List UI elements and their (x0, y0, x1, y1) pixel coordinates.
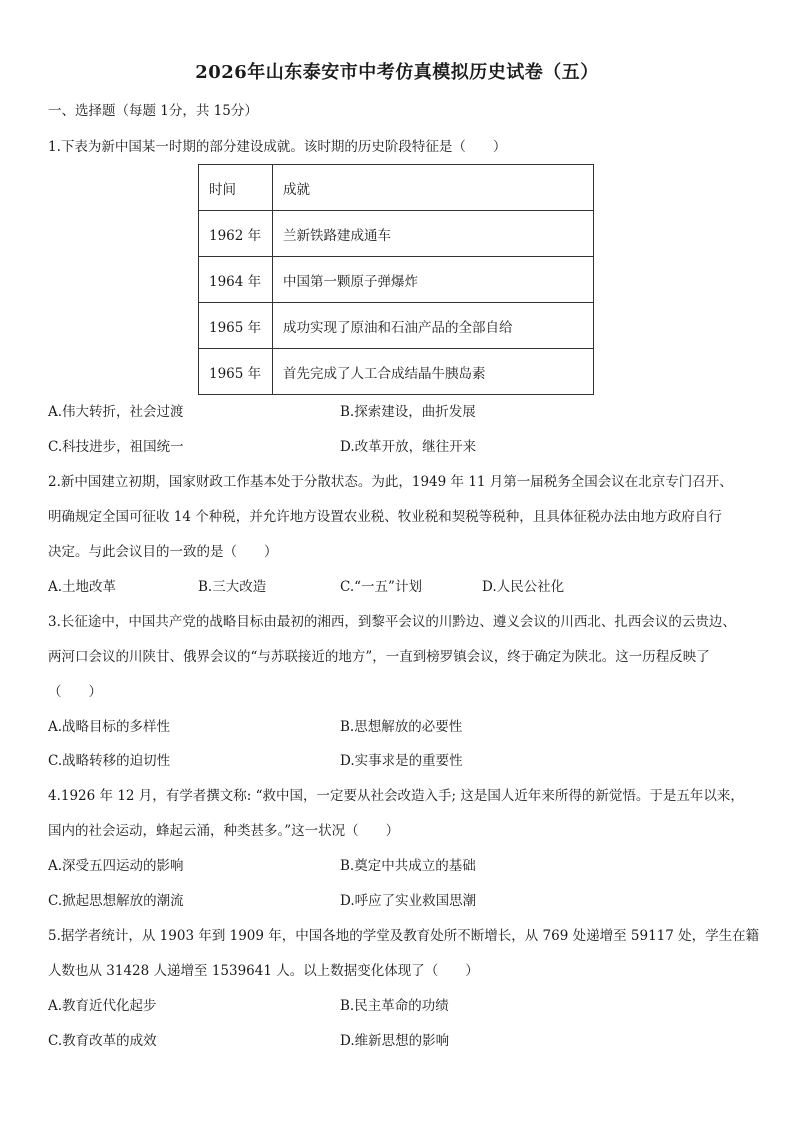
question-3-line-1: 3.长征途中，中国共产党的战略目标由最初的湘西，到黎平会议的川黔边、遵义会议的川西北、扎西会议的云贵边、 (48, 614, 736, 630)
table-cell-year: 1965 年 (199, 349, 273, 395)
question-1-stem: 1.下表为新中国某一时期的部分建设成就。该时期的历史阶段特征是（ ） (48, 139, 507, 155)
q4-option-a[interactable]: A.深受五四运动的影响 (48, 858, 184, 874)
table-cell-year: 1965 年 (199, 303, 273, 349)
table-header-cell: 时间 (199, 165, 273, 211)
question-3-line-3: （ ） (48, 684, 102, 700)
q3-option-c[interactable]: C.战略转移的迫切性 (48, 753, 171, 769)
achievements-table (198, 164, 594, 395)
q4-option-d[interactable]: D.呼应了实业救国思潮 (340, 893, 477, 909)
question-5-line-1: 5.据学者统计，从 1903 年到 1909 年，中国各地的学堂及教育处所不断增长，从 769 处递增至 59117 处，学生在籍 (48, 928, 760, 944)
q2-option-d[interactable]: D.人民公社化 (482, 579, 565, 595)
q4-option-b[interactable]: B.奠定中共成立的基础 (340, 858, 476, 874)
table-cell-achievement: 首先完成了人工合成结晶牛胰岛素 (273, 349, 594, 395)
table-cell-year: 1964 年 (199, 257, 273, 303)
q2-option-c[interactable]: C.“一五”计划 (340, 579, 422, 595)
q5-option-d[interactable]: D.维新思想的影响 (340, 1033, 450, 1049)
table-row (199, 257, 594, 303)
table-cell-achievement: 兰新铁路建成通车 (273, 211, 594, 257)
q3-option-b[interactable]: B.思想解放的必要性 (340, 719, 463, 735)
q5-option-c[interactable]: C.教育改革的成效 (48, 1033, 157, 1049)
table-header-cell: 成就 (273, 165, 594, 211)
q1-option-d[interactable]: D.改革开放，继往开来 (340, 439, 477, 455)
q5-option-b[interactable]: B.民主革命的功绩 (340, 998, 449, 1014)
q1-option-c[interactable]: C.科技进步，祖国统一 (48, 439, 184, 455)
table-row (199, 303, 594, 349)
q1-option-b[interactable]: B.探索建设，曲折发展 (340, 404, 476, 420)
question-5-line-2: 人数也从 31428 人递增至 1539641 人。以上数据变化体现了（ ） (48, 963, 479, 979)
q2-option-b[interactable]: B.三大改造 (198, 579, 267, 595)
page-title: 2026年山东泰安市中考仿真模拟历史试卷（五） (195, 62, 599, 83)
q3-option-a[interactable]: A.战略目标的多样性 (48, 719, 171, 735)
q2-option-a[interactable]: A.土地改革 (48, 579, 117, 595)
question-4-line-2: 国内的社会运动，蜂起云涌，种类甚多。”这一状况（ ） (48, 823, 400, 839)
question-3-line-2: 两河口会议的川陕甘、俄界会议的“与苏联接近的地方”，一直到榜罗镇会议，终于确定为陕北。这一历程反映了 (48, 649, 710, 665)
q4-option-c[interactable]: C.掀起思想解放的潮流 (48, 893, 184, 909)
table-row (199, 211, 594, 257)
q3-option-d[interactable]: D.实事求是的重要性 (340, 753, 463, 769)
question-4-line-1: 4.1926 年 12 月，有学者撰文称: “救中国，一定要从社会改造入手; 这是国人近年来所得的新觉悟。于是五年以来， (48, 788, 744, 804)
table-header-row (199, 165, 594, 211)
question-2-line-1: 2.新中国建立初期，国家财政工作基本处于分散状态。为此，1949 年 11 月第一届税务全国会议在北京专门召开、 (48, 474, 733, 490)
table-row (199, 349, 594, 395)
section-heading: 一、选择题（每题 1分，共 15分） (48, 103, 258, 119)
table-cell-achievement: 成功实现了原油和石油产品的全部自给 (273, 303, 594, 349)
table-cell-year: 1962 年 (199, 211, 273, 257)
question-2-line-2: 明确规定全国可征收 14 个种税，并允许地方设置农业税、牧业税和契税等税种，且具体征税办法由地方政府自行 (48, 509, 722, 525)
table-cell-achievement: 中国第一颗原子弹爆炸 (273, 257, 594, 303)
question-2-line-3: 决定。与此会议目的一致的是（ ） (48, 544, 278, 560)
q1-option-a[interactable]: A.伟大转折，社会过渡 (48, 404, 184, 420)
q5-option-a[interactable]: A.教育近代化起步 (48, 998, 157, 1014)
